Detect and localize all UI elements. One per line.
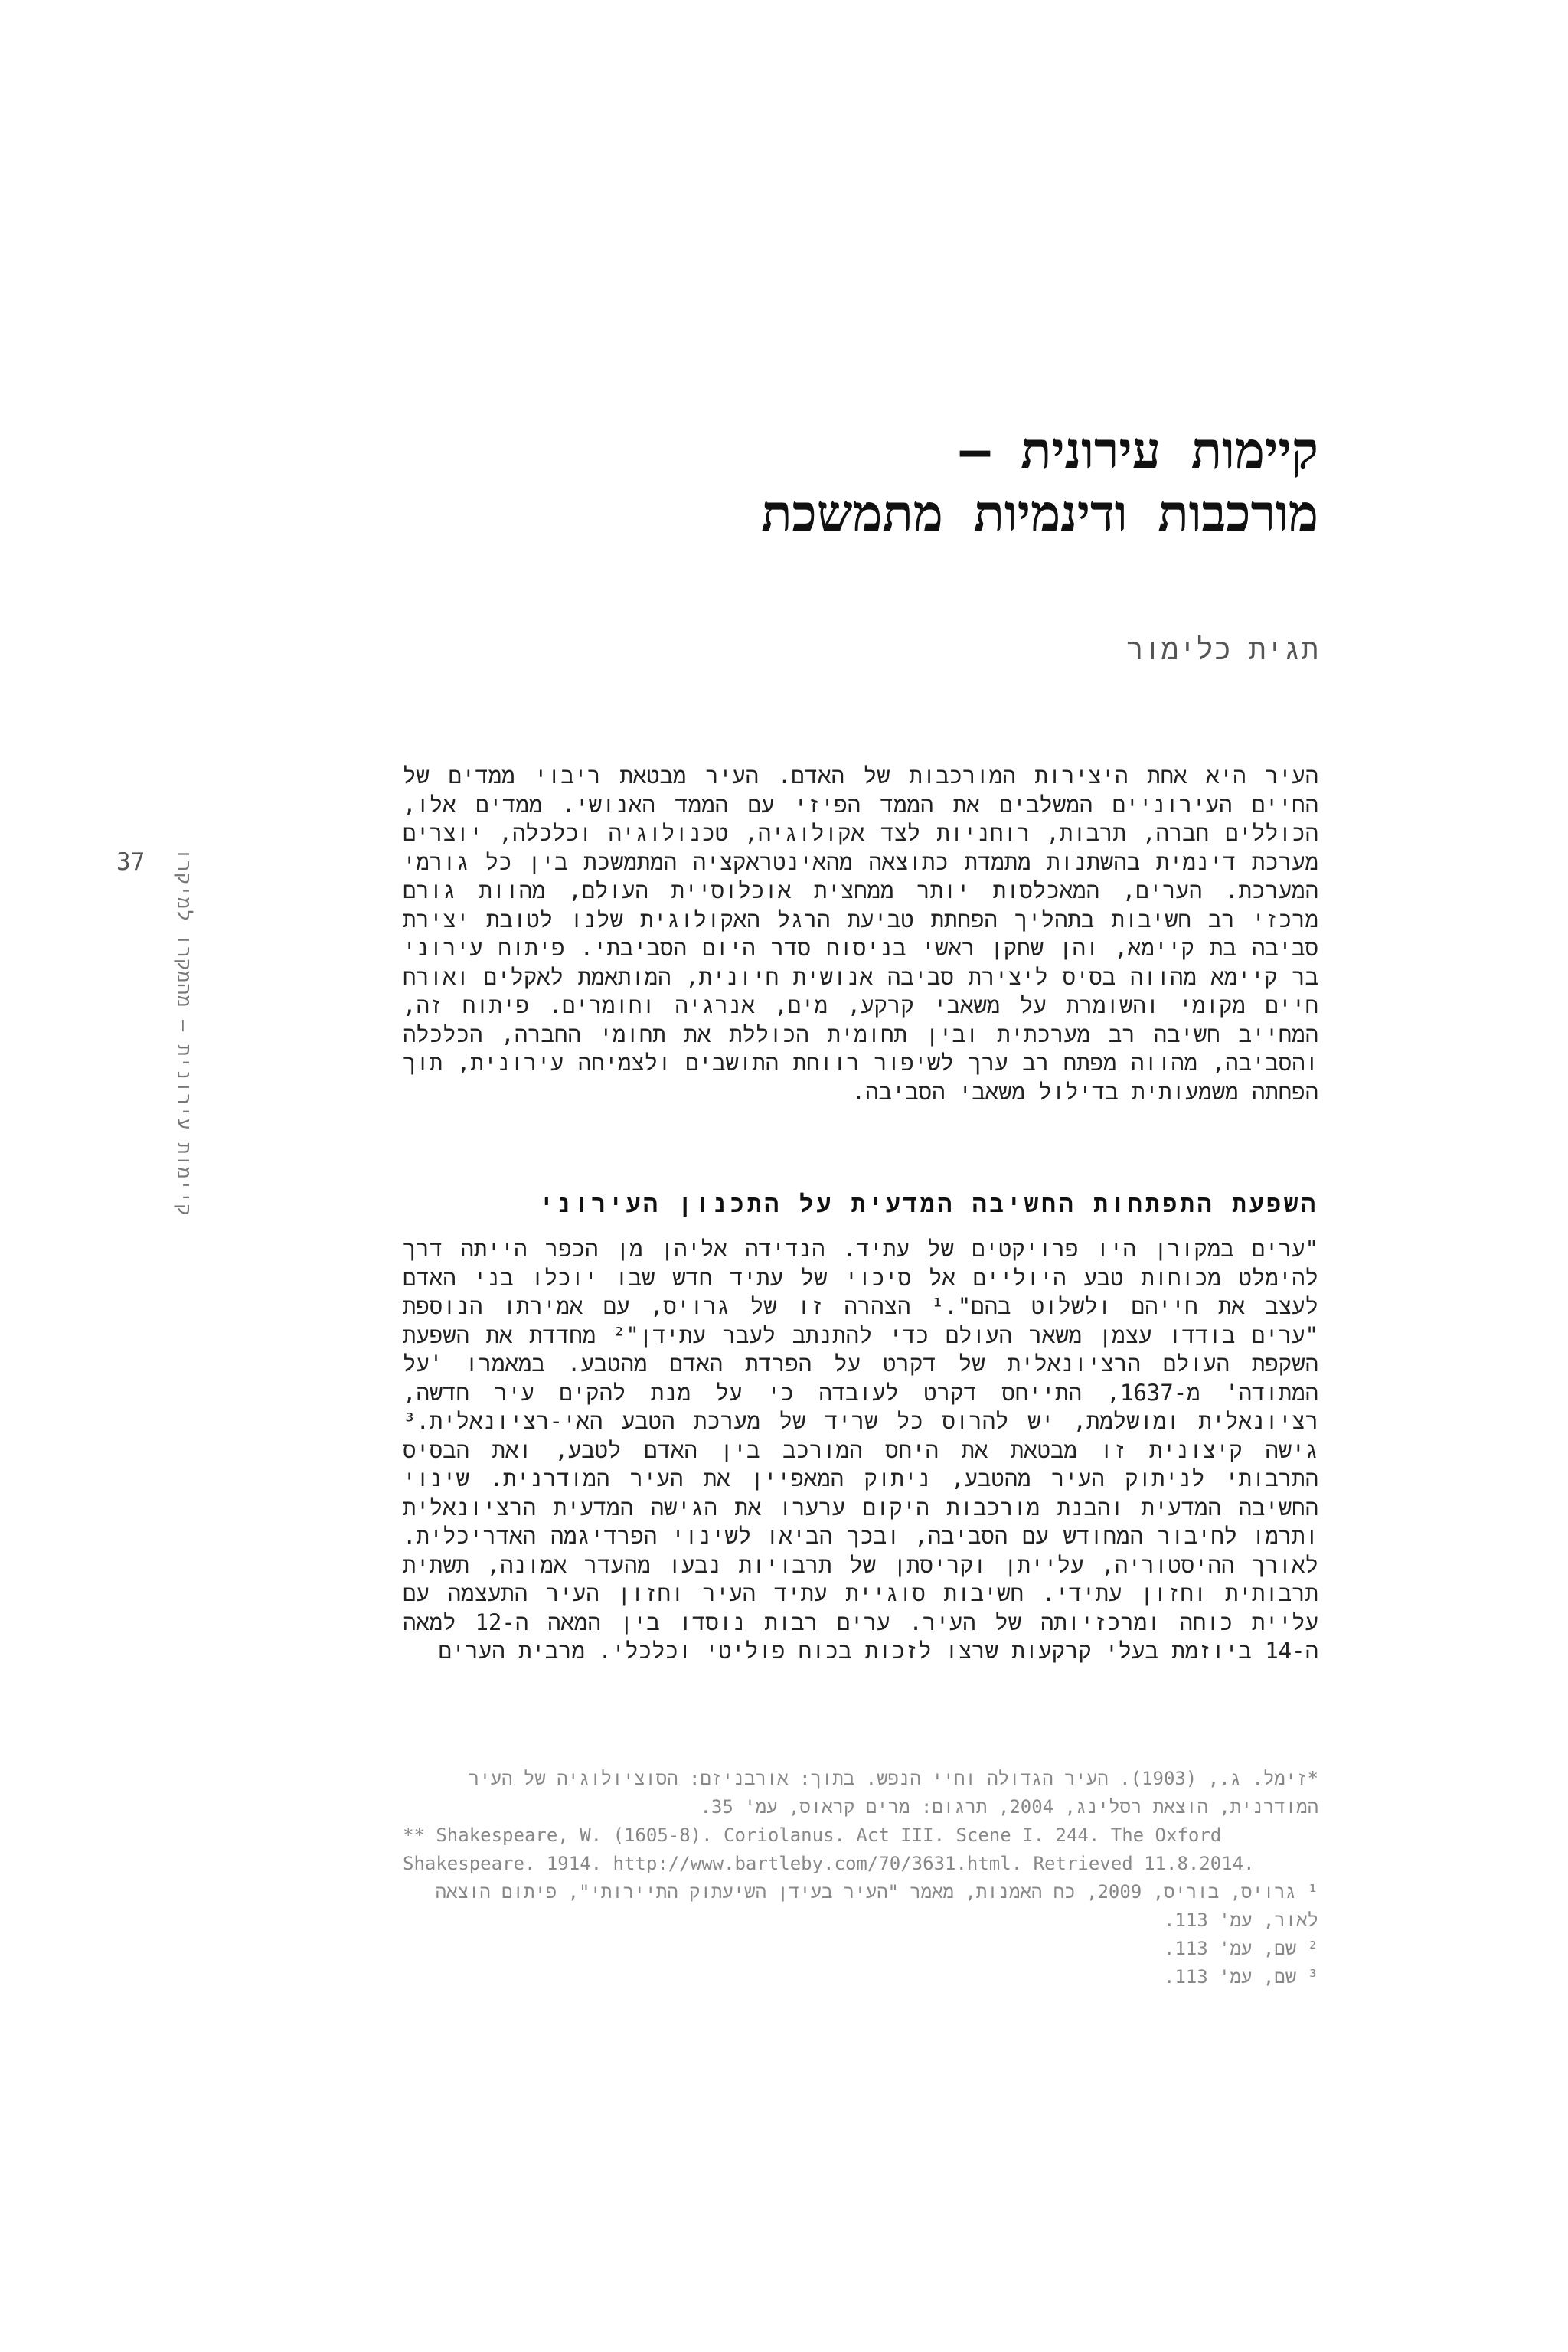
section-paragraph: "ערים במקורן היו פרויקטים של עתיד. הנדידה אליהן מן הכפר הייתה דרך להימלט מכוחות טבע היוליים אל סיכוי של עתיד חדש שבו יוכלו בני האדם לעצב את חייהם ולשלוט בהם".¹ הצהרה זו של גרויס, עם אמירתו הנוספת "ערים בודדו עצמן משאר העולם כדי להתנתב לעבר עתידן"² מחדדת את השפעת השקפת העולם הרציונאלית של דקרט על הפרדת האדם מהטבע. במאמרו 'על המתודה' מ-1637, התייחס דקרט לעובדה כי על מנת להקים עיר חדשה, רציונאלית ומושלמת, יש להרוס כל שריד של מערכת הטבע האי-רציונאלית.³ גישה קיצונית זו מבטאת את היחס המורכב בין האדם לטבע, ואת הבסיס התרבותי לניתוק העיר מהטבע, ניתוק המאפיין את העיר המודרנית. שינוי החשיבה המדעית והבנת מורכבות היקום ערערו את הגישה המדעית הרציונאלית ותרמו לחיבור המחודש עם הסביבה, ובכך הביאו לשינוי הפרדיגמה האדריכלית. לאורך ההיסטוריה, עלייתן וקריסתן של תרבויות נבעו מהעדר אמונה, תשתית תרבותית וחזון עתידי. חשיבות סוגיית עתיד העיר וחזון העיר התעצמה עם עליית כוחה ומרכזיותה של העיר. ערים רבות נוסדו בין המאה ה-12 למאה ה-14 ביוזמת בעלי קרקעות שרצו לזכות בכוח פוליטי וכלכלי. מרבית הערים: [403, 1236, 1319, 1664]
footnote-1: ¹ גרויס, בוריס, 2009, כח האמנות, מאמר "העיר בעידן השיעתוק התיירותי", פיתום הוצאה לאור, עמ' 113.: [435, 1881, 1318, 1931]
footnotes: [403, 1765, 1318, 1991]
footnote-star: *זימל. ג., (1903). העיר הגדולה וחיי הנפש. בתוך: אורבניזם: הסוציולוגיה של העיר המודרנית, הוצאת רסלינג, 2004, תרגום: מרים קראוס, עמ' 35.: [468, 1768, 1318, 1818]
footnote-3: ³ שם, עמ' 113.: [1163, 1966, 1318, 1988]
title-line-2: מורכבות ודינמיות מתמשכת: [761, 484, 1318, 543]
running-head: קיימות עירונית – מהמקרו למיקרו: [173, 848, 195, 1217]
intro-paragraph: העיר היא אחת היצירות המורכבות של האדם. העיר מבטאת ריבוי ממדים של החיים העירוניים המשלבים את הממד הפיזי עם הממד האנושי. ממדים אלו, הכוללים חברה, תרבות, רוחניות לצד אקולוגיה, טכנולוגיה וכלכלה, יוצרים מערכת דינמית בהשתנות מתמדת כתוצאה מהאינטראקציה המתמשכת בין כל גורמי המערכת. הערים, המאכלסות יותר ממחצית אוכלוסיית העולם, מהוות גורם מרכזי רב חשיבות בתהליך הפחתת טביעת הרגל האקולוגית שלנו לטובת יצירת סביבה בת קיימא, והן שחקן ראשי בניסוח סדר היום הסביבתי. פיתוח עירוני בר קיימא מהווה בסיס ליצירת סביבה אנושית חיונית, המותאמת לאקלים ואורח חיים מקומי והשומרת על משאבי קרקע, מים, אנרגיה וחומרים. פיתוח זה, המחייב חשיבה רב מערכתית ובין תחומית הכוללת את תחומי החברה, הכלכלה והסביבה, מהווה מפתח רב ערך לשיפור רווחת התושבים ולצמיחה עירונית, תוך הפחתה משמעותית בדילול משאבי הסביבה.: [403, 763, 1318, 1105]
page-number: 37: [116, 848, 145, 876]
footnote-double-star: ** Shakespeare, W. (1605-8). Coriolanus. Act III. Scene I. 244. The Oxford Shakespeare. 1914. http://www.bartleby.com/70/3631.html. Retrieved 11.8.2014.: [403, 1824, 1255, 1874]
author-name: תגית כלימור: [1126, 632, 1318, 666]
article-title: [553, 420, 1318, 545]
section-heading: השפעת התפתחות החשיבה המדעית על התכנון העירוני: [539, 1191, 1318, 1218]
title-line-1: קיימות עירונית –: [959, 421, 1318, 480]
footnote-2: ² שם, עמ' 113.: [1163, 1938, 1318, 1959]
